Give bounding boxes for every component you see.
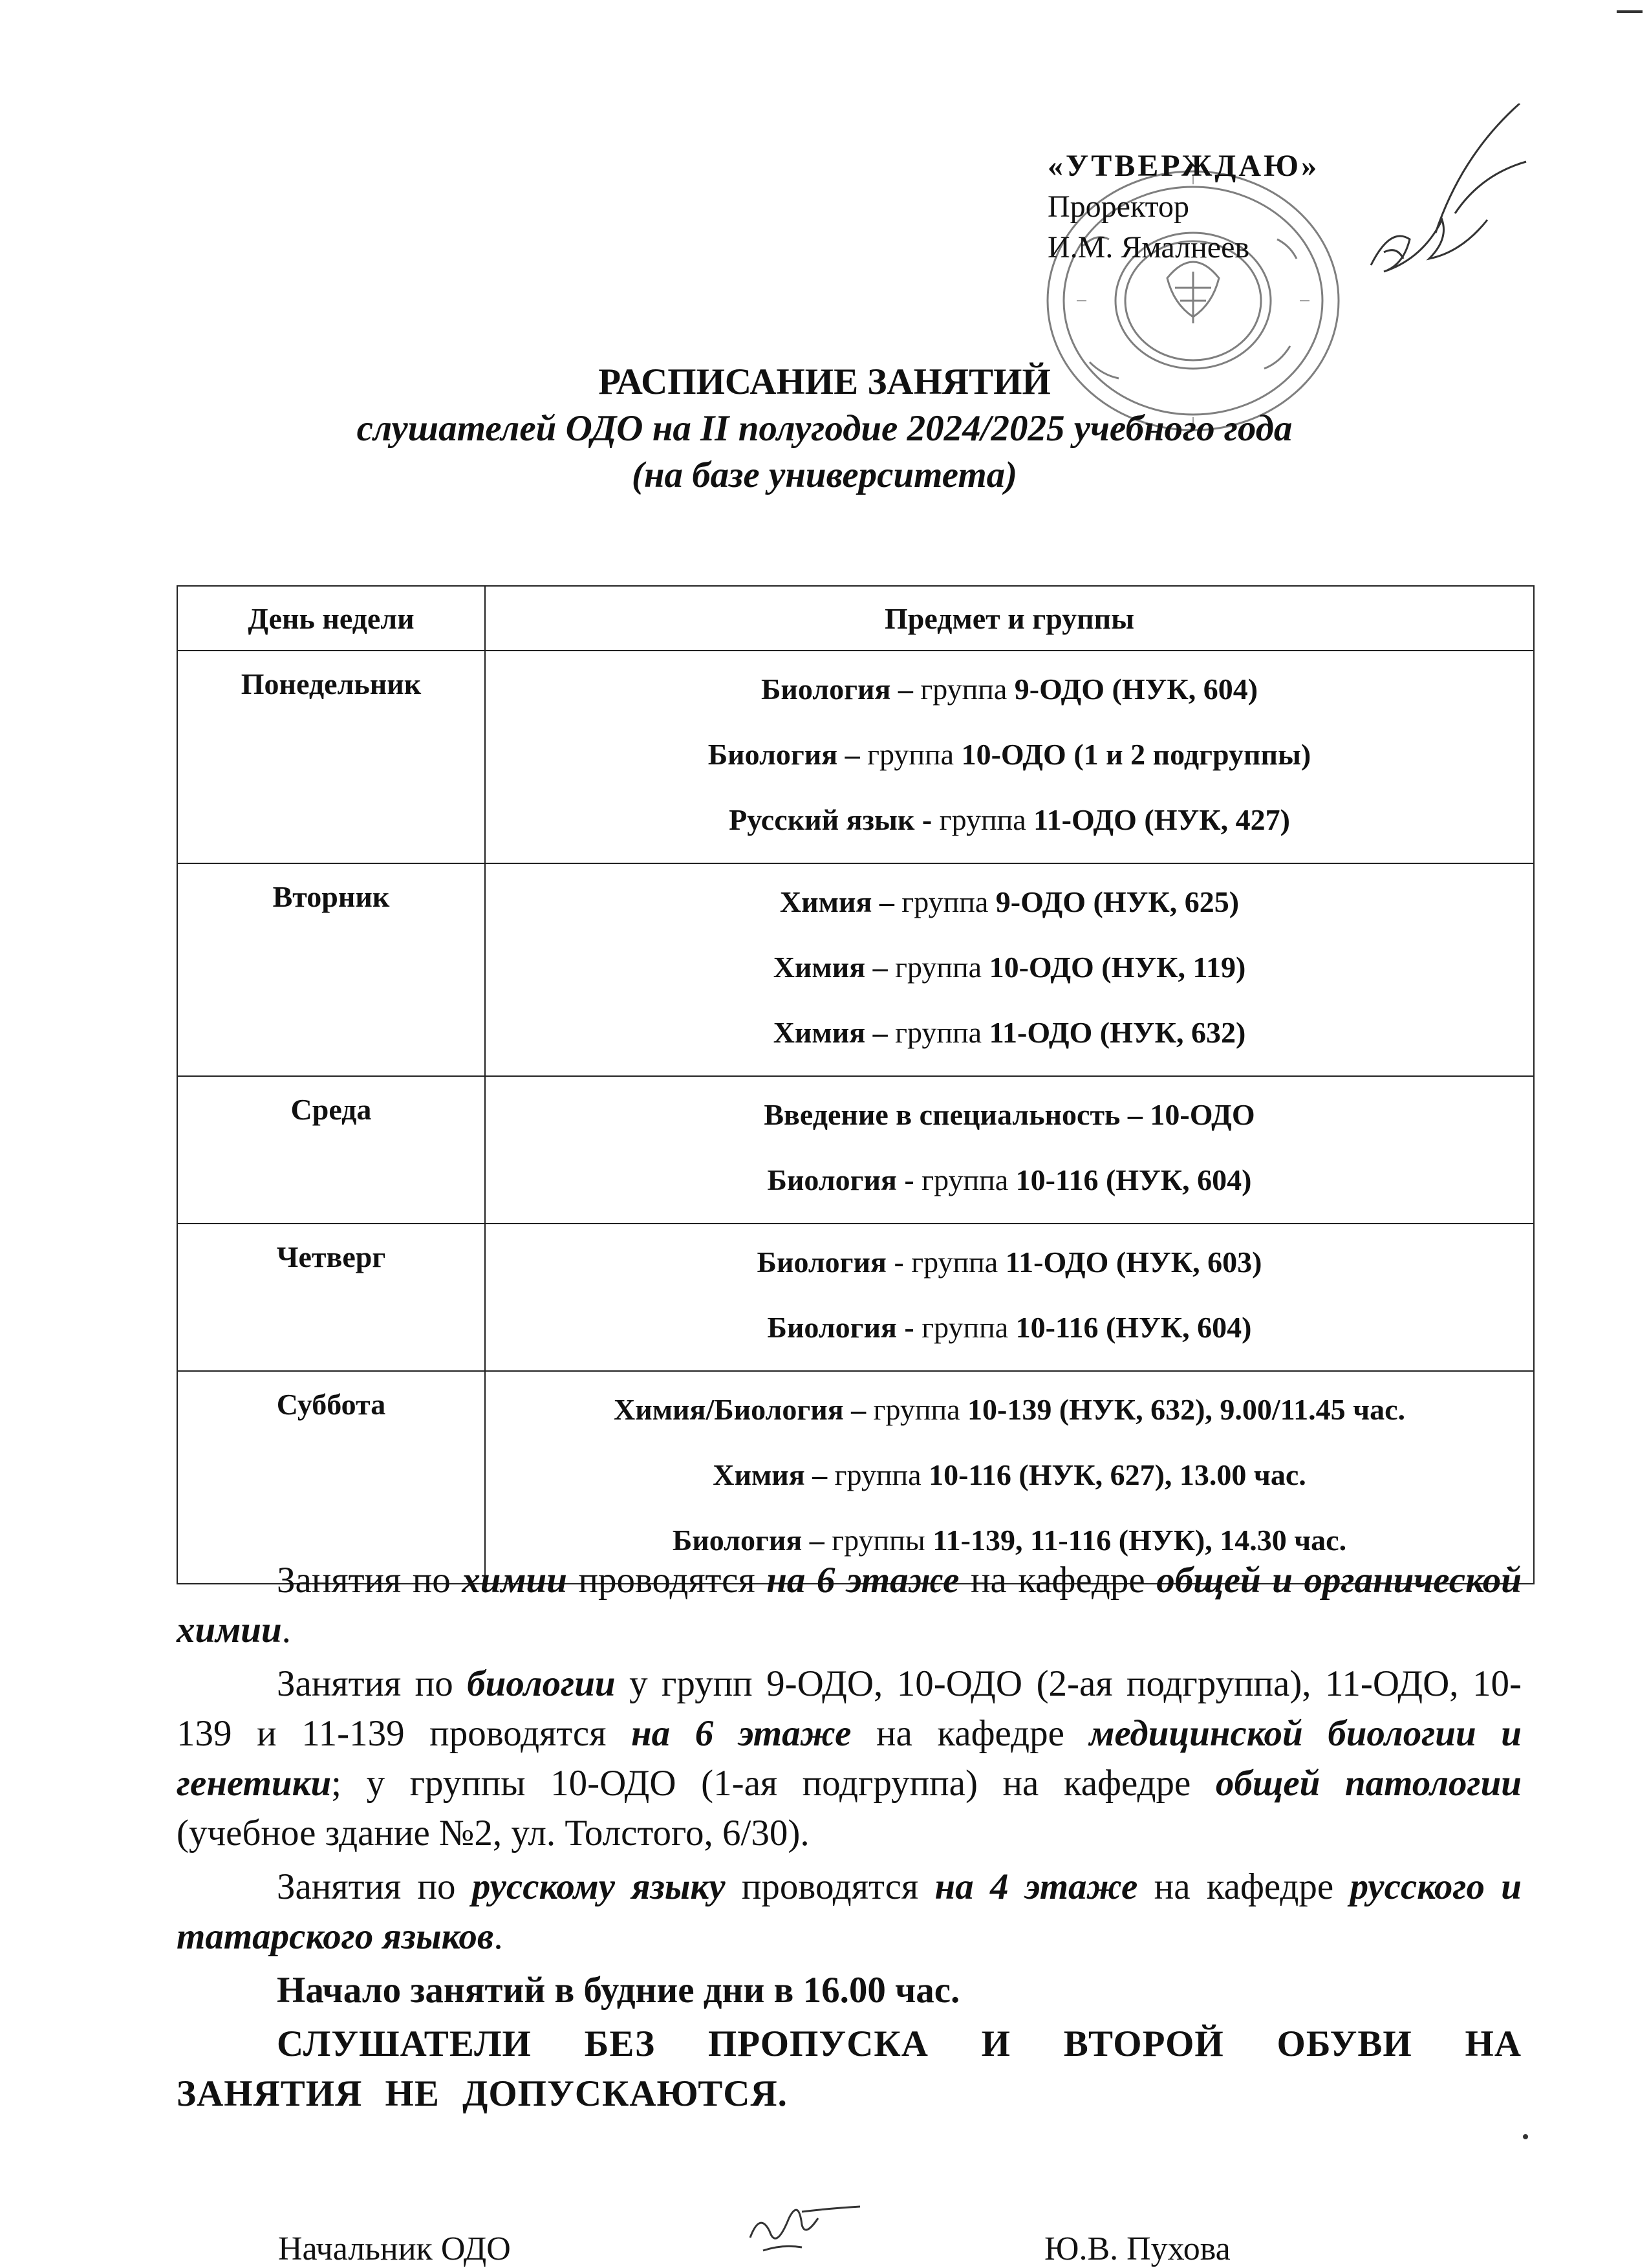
entry-group-label: группа xyxy=(834,1458,929,1491)
note-text: на кафедре xyxy=(1137,1866,1350,1907)
subjects-cell xyxy=(485,1224,1534,1371)
table-row xyxy=(177,651,1534,863)
entry-subject: Химия xyxy=(779,885,872,918)
subjects-cell xyxy=(485,651,1534,863)
approval-title: «УТВЕРЖДАЮ» xyxy=(1048,149,1320,183)
subjects-cell xyxy=(485,863,1534,1076)
note-subject: русскому языку xyxy=(471,1866,726,1907)
entry-details: 10-ОДО (1 и 2 подгруппы) xyxy=(961,738,1311,771)
schedule-entry xyxy=(486,1082,1533,1147)
entry-separator: – xyxy=(865,951,896,984)
entry-subject: Химия xyxy=(773,951,866,984)
entry-details: 10-116 (НУК, 627), 13.00 час. xyxy=(929,1458,1306,1491)
header-day: День недели xyxy=(177,586,485,651)
entry-subject: Химия xyxy=(773,1016,866,1049)
entry-details: 10-116 (НУК, 604) xyxy=(1015,1311,1252,1344)
entry-separator: – xyxy=(837,738,868,771)
note-text: Занятия по xyxy=(277,1663,468,1704)
notes-section xyxy=(177,1555,1522,2122)
entry-subject: Биология xyxy=(760,673,891,706)
schedule-entry xyxy=(486,1147,1533,1213)
schedule-entry xyxy=(486,1295,1533,1360)
note-text: у групп 9-ОДО, 10-ОДО (2-ая подгруппа), 11-ОДО, 10-139 и 11-139 проводятся xyxy=(177,1663,1522,1754)
note-department: общей и органической химии xyxy=(177,1560,1522,1650)
footer-name: Ю.В. Пухова xyxy=(1044,2230,1231,2267)
approval-block xyxy=(1048,146,1319,268)
entry-group-label: группа xyxy=(939,803,1034,836)
entry-separator: - xyxy=(914,803,940,836)
subjects-cell xyxy=(485,1076,1534,1224)
note-chemistry xyxy=(177,1555,1522,1655)
schedule-entry xyxy=(486,869,1533,934)
entry-subject: Химия/Биология xyxy=(614,1393,844,1426)
note-subject: биологии xyxy=(467,1663,616,1704)
entry-separator: – xyxy=(802,1524,832,1557)
note-floor: на 4 этаже xyxy=(934,1866,1138,1907)
schedule-entry xyxy=(486,1229,1533,1295)
schedule-entry xyxy=(486,656,1533,722)
document-heading xyxy=(0,359,1649,499)
note-biology xyxy=(177,1659,1522,1858)
prorector-signature xyxy=(1345,103,1539,317)
note-text: . xyxy=(493,1916,503,1957)
footer-position: Начальник ОДО xyxy=(278,2230,511,2267)
entry-separator: – xyxy=(1120,1098,1150,1131)
note-text: проводятся xyxy=(566,1560,767,1601)
table-row xyxy=(177,1076,1534,1224)
entry-details: 9-ОДО (НУК, 604) xyxy=(1014,673,1258,706)
schedule-entry xyxy=(486,1442,1533,1507)
document-location: (на базе университета) xyxy=(631,455,1018,495)
schedule-entry xyxy=(486,787,1533,852)
scan-dot xyxy=(1523,2134,1528,2139)
note-department: русского и татарского языков xyxy=(177,1866,1522,1957)
entry-separator: - xyxy=(886,1246,912,1279)
note-start-time: Начало занятий в будние дни в 16.00 час. xyxy=(277,1970,960,2011)
note-text: . xyxy=(281,1610,291,1650)
entry-group-label: группа xyxy=(873,1393,968,1426)
entry-details: 9-ОДО (НУК, 625) xyxy=(995,885,1240,918)
entry-group-label: группа xyxy=(895,951,989,984)
document-title: РАСПИСАНИЕ ЗАНЯТИЙ xyxy=(598,362,1051,402)
schedule-entry xyxy=(486,1000,1533,1065)
entry-details: 11-ОДО (НУК, 427) xyxy=(1033,803,1290,836)
entry-subject: Химия xyxy=(713,1458,805,1491)
note-russian xyxy=(177,1862,1522,1961)
entry-details: 10-ОДО (НУК, 119) xyxy=(989,951,1246,984)
day-cell: Понедельник xyxy=(177,651,485,863)
subjects-cell xyxy=(485,1371,1534,1584)
entry-separator: - xyxy=(896,1311,922,1344)
corner-mark xyxy=(1617,0,1643,26)
entry-subject: Биология xyxy=(767,1311,897,1344)
entry-group-label: группа xyxy=(895,1016,989,1049)
entry-group-label: группа xyxy=(867,738,962,771)
schedule-entry xyxy=(486,1377,1533,1442)
entry-separator: – xyxy=(865,1016,896,1049)
schedule-table xyxy=(177,585,1535,1584)
entry-details: 10-139 (НУК, 632), 9.00/11.45 час. xyxy=(967,1393,1405,1426)
table-row xyxy=(177,1224,1534,1371)
entry-details: 10-ОДО xyxy=(1150,1098,1255,1131)
note-floor: на 6 этаже xyxy=(766,1560,960,1601)
note-text: ; у группы 10-ОДО (1-ая подгруппа) на кафедре xyxy=(331,1763,1216,1804)
header-subjects: Предмет и группы xyxy=(485,586,1534,651)
day-cell: Суббота xyxy=(177,1371,485,1584)
entry-separator: – xyxy=(804,1458,835,1491)
table-row xyxy=(177,863,1534,1076)
entry-group-label: группа xyxy=(911,1246,1006,1279)
entry-group-label: группа xyxy=(921,1311,1016,1344)
note-department: общей патологии xyxy=(1215,1763,1522,1804)
entry-subject: Биология xyxy=(767,1163,897,1196)
entry-separator: – xyxy=(890,673,921,706)
day-cell: Вторник xyxy=(177,863,485,1076)
note-text: проводятся xyxy=(725,1866,935,1907)
note-floor: на 6 этаже xyxy=(631,1713,852,1754)
table-row xyxy=(177,1371,1534,1584)
head-signature xyxy=(737,2186,867,2263)
document-subtitle: слушателей ОДО на II полугодие 2024/2025 учебного года xyxy=(356,408,1293,449)
schedule-entry xyxy=(486,934,1533,1000)
note-text: (учебное здание №2, ул. Толстого, 6/30). xyxy=(177,1813,810,1853)
entry-subject: Русский язык xyxy=(729,803,915,836)
approval-position: Проректор xyxy=(1048,189,1189,224)
entry-group-label: группа xyxy=(920,673,1015,706)
entry-details: 11-139, 11-116 (НУК), 14.30 час. xyxy=(932,1524,1347,1557)
schedule-entry xyxy=(486,722,1533,787)
entry-group-label: группа xyxy=(921,1163,1016,1196)
day-cell: Четверг xyxy=(177,1224,485,1371)
entry-subject: Биология xyxy=(707,738,838,771)
entry-group-label: группы xyxy=(832,1524,933,1557)
approval-name: И.М. Ямалнеев xyxy=(1048,230,1250,265)
entry-details: 11-ОДО (НУК, 603) xyxy=(1005,1246,1262,1279)
note-subject: химии xyxy=(462,1560,567,1601)
note-department: медицинской биологии и генетики xyxy=(177,1713,1522,1804)
entry-separator: - xyxy=(896,1163,922,1196)
entry-details: 11-ОДО (НУК, 632) xyxy=(989,1016,1246,1049)
entry-group-label: группа xyxy=(901,885,996,918)
note-text: на кафедре xyxy=(959,1560,1157,1601)
note-text: Занятия по xyxy=(277,1866,472,1907)
entry-subject: Биология xyxy=(757,1246,887,1279)
day-cell: Среда xyxy=(177,1076,485,1224)
entry-subject: Введение в специальность xyxy=(764,1098,1121,1131)
table-header-row xyxy=(177,586,1534,651)
note-text: Занятия по xyxy=(277,1560,462,1601)
entry-subject: Биология xyxy=(672,1524,803,1557)
entry-separator: – xyxy=(872,885,902,918)
entry-details: 10-116 (НУК, 604) xyxy=(1015,1163,1252,1196)
note-text: на кафедре xyxy=(851,1713,1090,1754)
entry-separator: – xyxy=(843,1393,874,1426)
note-warning: СЛУШАТЕЛИ БЕЗ ПРОПУСКА И ВТОРОЙ ОБУВИ НА ЗАНЯТИЯ НЕ ДОПУСКАЮТСЯ. xyxy=(177,2024,1522,2114)
